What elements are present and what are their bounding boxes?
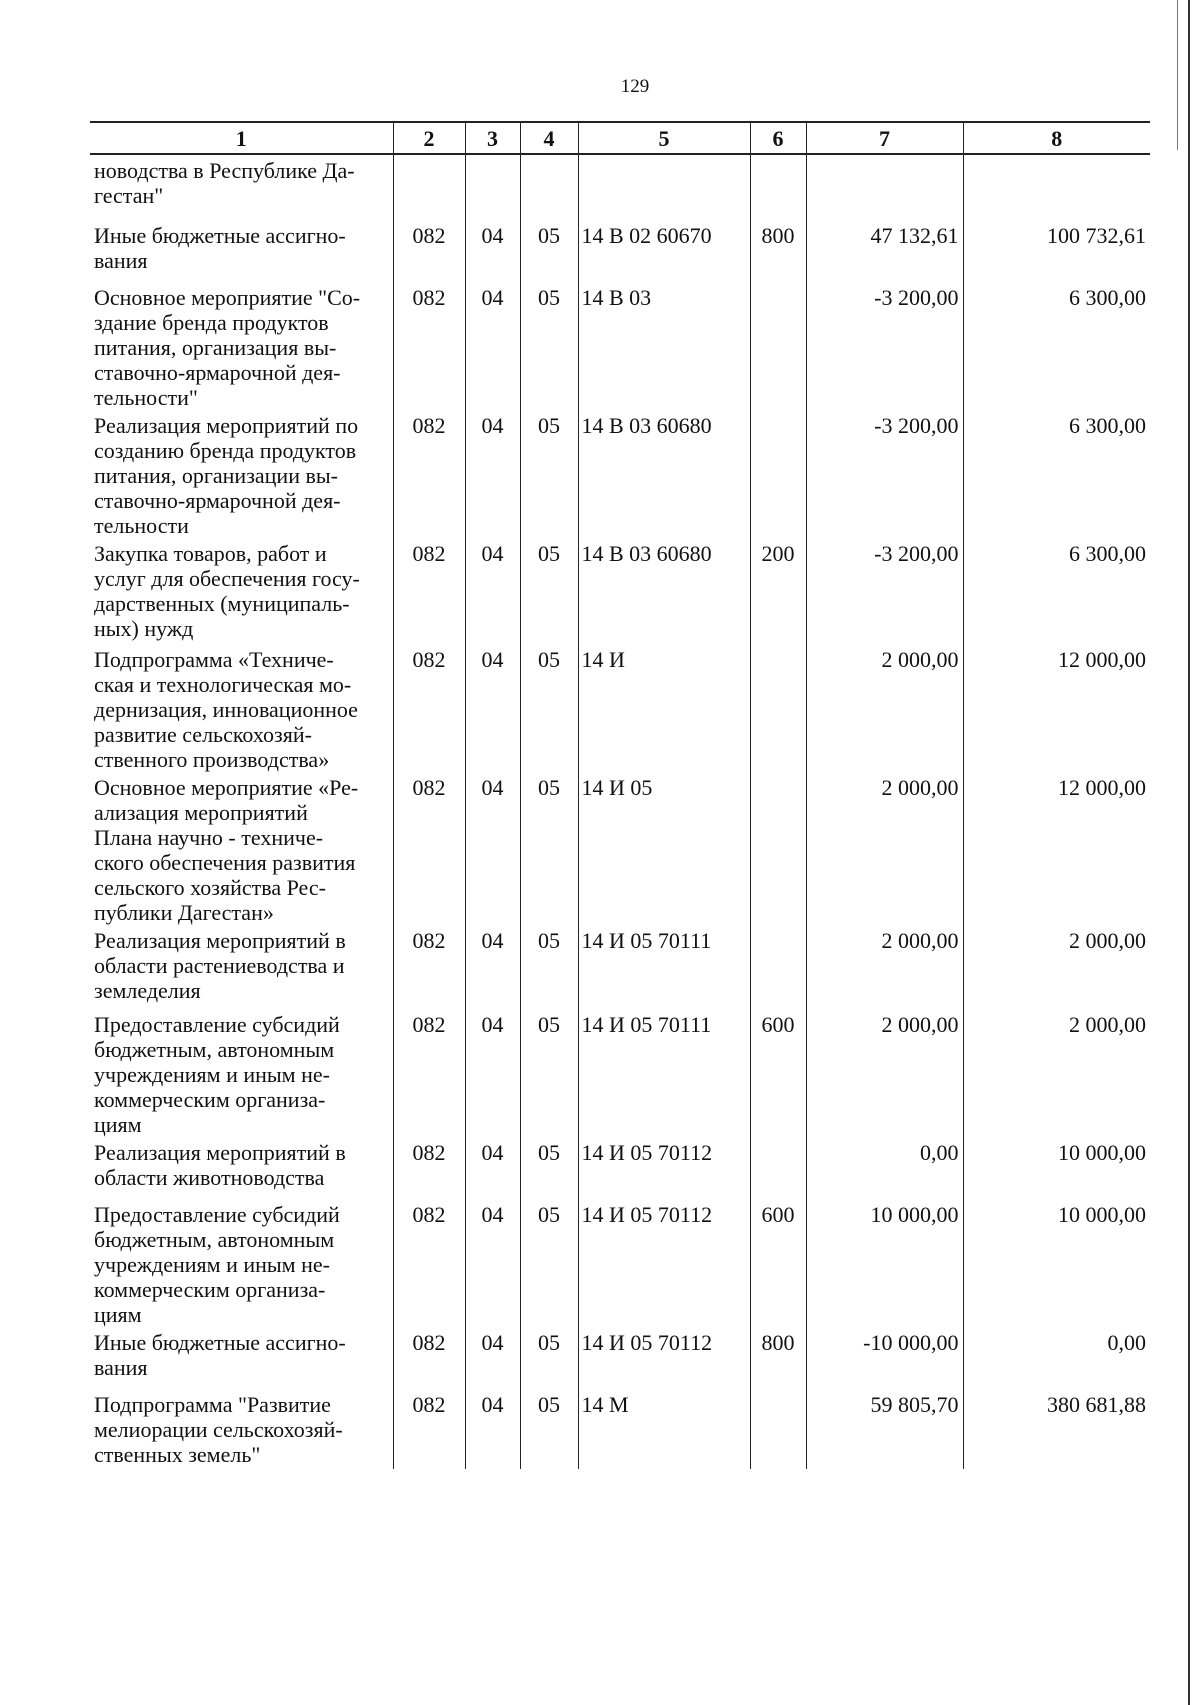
total-amount-cell: 0,00 [963,1327,1150,1389]
subsection-cell: 05 [520,1327,578,1389]
total-amount-cell: 2 000,00 [963,1009,1150,1137]
section-cell: 04 [465,220,520,282]
subsection-cell: 05 [520,925,578,1009]
expense-type-cell: 600 [750,1199,806,1327]
table-row [90,1327,1150,1389]
target-article-cell [578,154,750,220]
change-amount-cell: 47 132,61 [806,220,963,282]
column-header: 3 [465,122,520,154]
subsection-cell: 05 [520,1137,578,1199]
expense-type-cell [750,154,806,220]
table-row [90,1389,1150,1469]
admin-code-cell: 082 [393,1009,465,1137]
target-article-cell: 14 И 05 70112 [578,1327,750,1389]
expense-type-cell [750,1137,806,1199]
column-header: 4 [520,122,578,154]
subsection-cell: 05 [520,282,578,410]
admin-code-cell: 082 [393,220,465,282]
expense-type-cell: 200 [750,538,806,644]
section-cell: 04 [465,1199,520,1327]
section-cell: 04 [465,282,520,410]
section-cell [465,154,520,220]
admin-code-cell: 082 [393,644,465,772]
table-row [90,410,1150,538]
expense-type-cell [750,644,806,772]
expense-type-cell [750,772,806,925]
row-name-cell: Подпрограмма "Развитие мелиорации сельскохозяй- ственных земель" [94,1392,343,1467]
target-article-cell: 14 В 03 [578,282,750,410]
table-row [90,154,1150,220]
admin-code-cell: 082 [393,410,465,538]
admin-code-cell: 082 [393,1199,465,1327]
row-name-cell: Подпрограмма «Техниче- ская и технологическая мо- дернизация, инновационное развитие сельскохозяй- ственного производства» [94,647,358,772]
target-article-cell: 14 И 05 70111 [578,1009,750,1137]
column-header: 1 [90,122,393,154]
section-cell: 04 [465,1009,520,1137]
admin-code-cell [393,154,465,220]
row-name-cell: новодства в Республике Да- гестан" [94,158,355,208]
column-header: 8 [963,122,1150,154]
section-cell: 04 [465,1137,520,1199]
subsection-cell: 05 [520,1389,578,1469]
scan-edge-line [1188,0,1190,1705]
expense-type-cell: 800 [750,1327,806,1389]
total-amount-cell: 12 000,00 [963,644,1150,772]
change-amount-cell: -3 200,00 [806,538,963,644]
subsection-cell: 05 [520,1009,578,1137]
row-name-cell: Иные бюджетные ассигно- вания [94,223,346,273]
target-article-cell: 14 И [578,644,750,772]
total-amount-cell [963,154,1150,220]
change-amount-cell: 2 000,00 [806,1009,963,1137]
column-header: 6 [750,122,806,154]
section-cell: 04 [465,1327,520,1389]
change-amount-cell: 10 000,00 [806,1199,963,1327]
change-amount-cell: -3 200,00 [806,410,963,538]
table-row [90,1009,1150,1137]
table-row [90,538,1150,644]
total-amount-cell: 6 300,00 [963,282,1150,410]
total-amount-cell: 2 000,00 [963,925,1150,1009]
change-amount-cell [806,154,963,220]
admin-code-cell: 082 [393,772,465,925]
table-row [90,644,1150,772]
admin-code-cell: 082 [393,1137,465,1199]
section-cell: 04 [465,1389,520,1469]
change-amount-cell: -10 000,00 [806,1327,963,1389]
expense-type-cell [750,925,806,1009]
table-row [90,925,1150,1009]
expense-type-cell [750,410,806,538]
change-amount-cell: -3 200,00 [806,282,963,410]
target-article-cell: 14 И 05 70112 [578,1199,750,1327]
change-amount-cell: 2 000,00 [806,925,963,1009]
total-amount-cell: 380 681,88 [963,1389,1150,1469]
admin-code-cell: 082 [393,282,465,410]
target-article-cell: 14 В 03 60680 [578,538,750,644]
change-amount-cell: 59 805,70 [806,1389,963,1469]
subsection-cell: 05 [520,538,578,644]
budget-table [90,121,1150,1469]
expense-type-cell: 600 [750,1009,806,1137]
subsection-cell: 05 [520,644,578,772]
target-article-cell: 14 И 05 70112 [578,1137,750,1199]
row-name-cell: Основное мероприятие "Со- здание бренда продуктов питания, организация вы- ставочно-ярмарочной дея- тельности" [94,285,361,410]
change-amount-cell: 2 000,00 [806,772,963,925]
target-article-cell: 14 М [578,1389,750,1469]
row-name-cell: Реализация мероприятий по созданию бренда продуктов питания, организации вы- ставочно-ярмарочной дея- тельности [94,413,359,538]
table-row [90,220,1150,282]
table-row [90,1199,1150,1327]
table-row [90,772,1150,925]
admin-code-cell: 082 [393,538,465,644]
change-amount-cell: 2 000,00 [806,644,963,772]
section-cell: 04 [465,644,520,772]
section-cell: 04 [465,772,520,925]
table-row [90,1137,1150,1199]
total-amount-cell: 10 000,00 [963,1137,1150,1199]
target-article-cell: 14 И 05 [578,772,750,925]
row-name-cell: Закупка товаров, работ и услуг для обеспечения госу- дарственных (муниципаль- ных) нужд [94,541,360,641]
row-name-cell: Реализация мероприятий в области животноводства [94,1140,346,1190]
total-amount-cell: 6 300,00 [963,410,1150,538]
total-amount-cell: 12 000,00 [963,772,1150,925]
column-header: 2 [393,122,465,154]
expense-type-cell [750,282,806,410]
row-name-cell: Основное мероприятие «Ре- ализация мероприятий Плана научно - техниче- ского обеспечения развития сельского хозяйства Рес- публики Дагестан» [94,775,359,925]
row-name-cell: Предоставление субсидий бюджетным, автономным учреждениям и иным не- коммерческим организа- циям [94,1202,340,1327]
section-cell: 04 [465,925,520,1009]
total-amount-cell: 10 000,00 [963,1199,1150,1327]
column-header: 7 [806,122,963,154]
row-name-cell: Реализация мероприятий в области растениеводства и земледелия [94,928,346,1003]
total-amount-cell: 6 300,00 [963,538,1150,644]
admin-code-cell: 082 [393,925,465,1009]
scan-edge-line [1177,0,1178,150]
subsection-cell: 05 [520,772,578,925]
section-cell: 04 [465,410,520,538]
target-article-cell: 14 И 05 70111 [578,925,750,1009]
admin-code-cell: 082 [393,1327,465,1389]
table-row [90,282,1150,410]
table-header-row [90,122,1150,154]
table-body [90,154,1150,1469]
row-name-cell: Иные бюджетные ассигно- вания [94,1330,346,1380]
change-amount-cell: 0,00 [806,1137,963,1199]
subsection-cell [520,154,578,220]
section-cell: 04 [465,538,520,644]
expense-type-cell [750,1389,806,1469]
total-amount-cell: 100 732,61 [963,220,1150,282]
admin-code-cell: 082 [393,1389,465,1469]
column-header: 5 [578,122,750,154]
row-name-cell: Предоставление субсидий бюджетным, автономным учреждениям и иным не- коммерческим организа- циям [94,1012,340,1137]
target-article-cell: 14 В 03 60680 [578,410,750,538]
target-article-cell: 14 В 02 60670 [578,220,750,282]
subsection-cell: 05 [520,1199,578,1327]
page-number: 129 [620,76,650,97]
expense-type-cell: 800 [750,220,806,282]
subsection-cell: 05 [520,220,578,282]
subsection-cell: 05 [520,410,578,538]
